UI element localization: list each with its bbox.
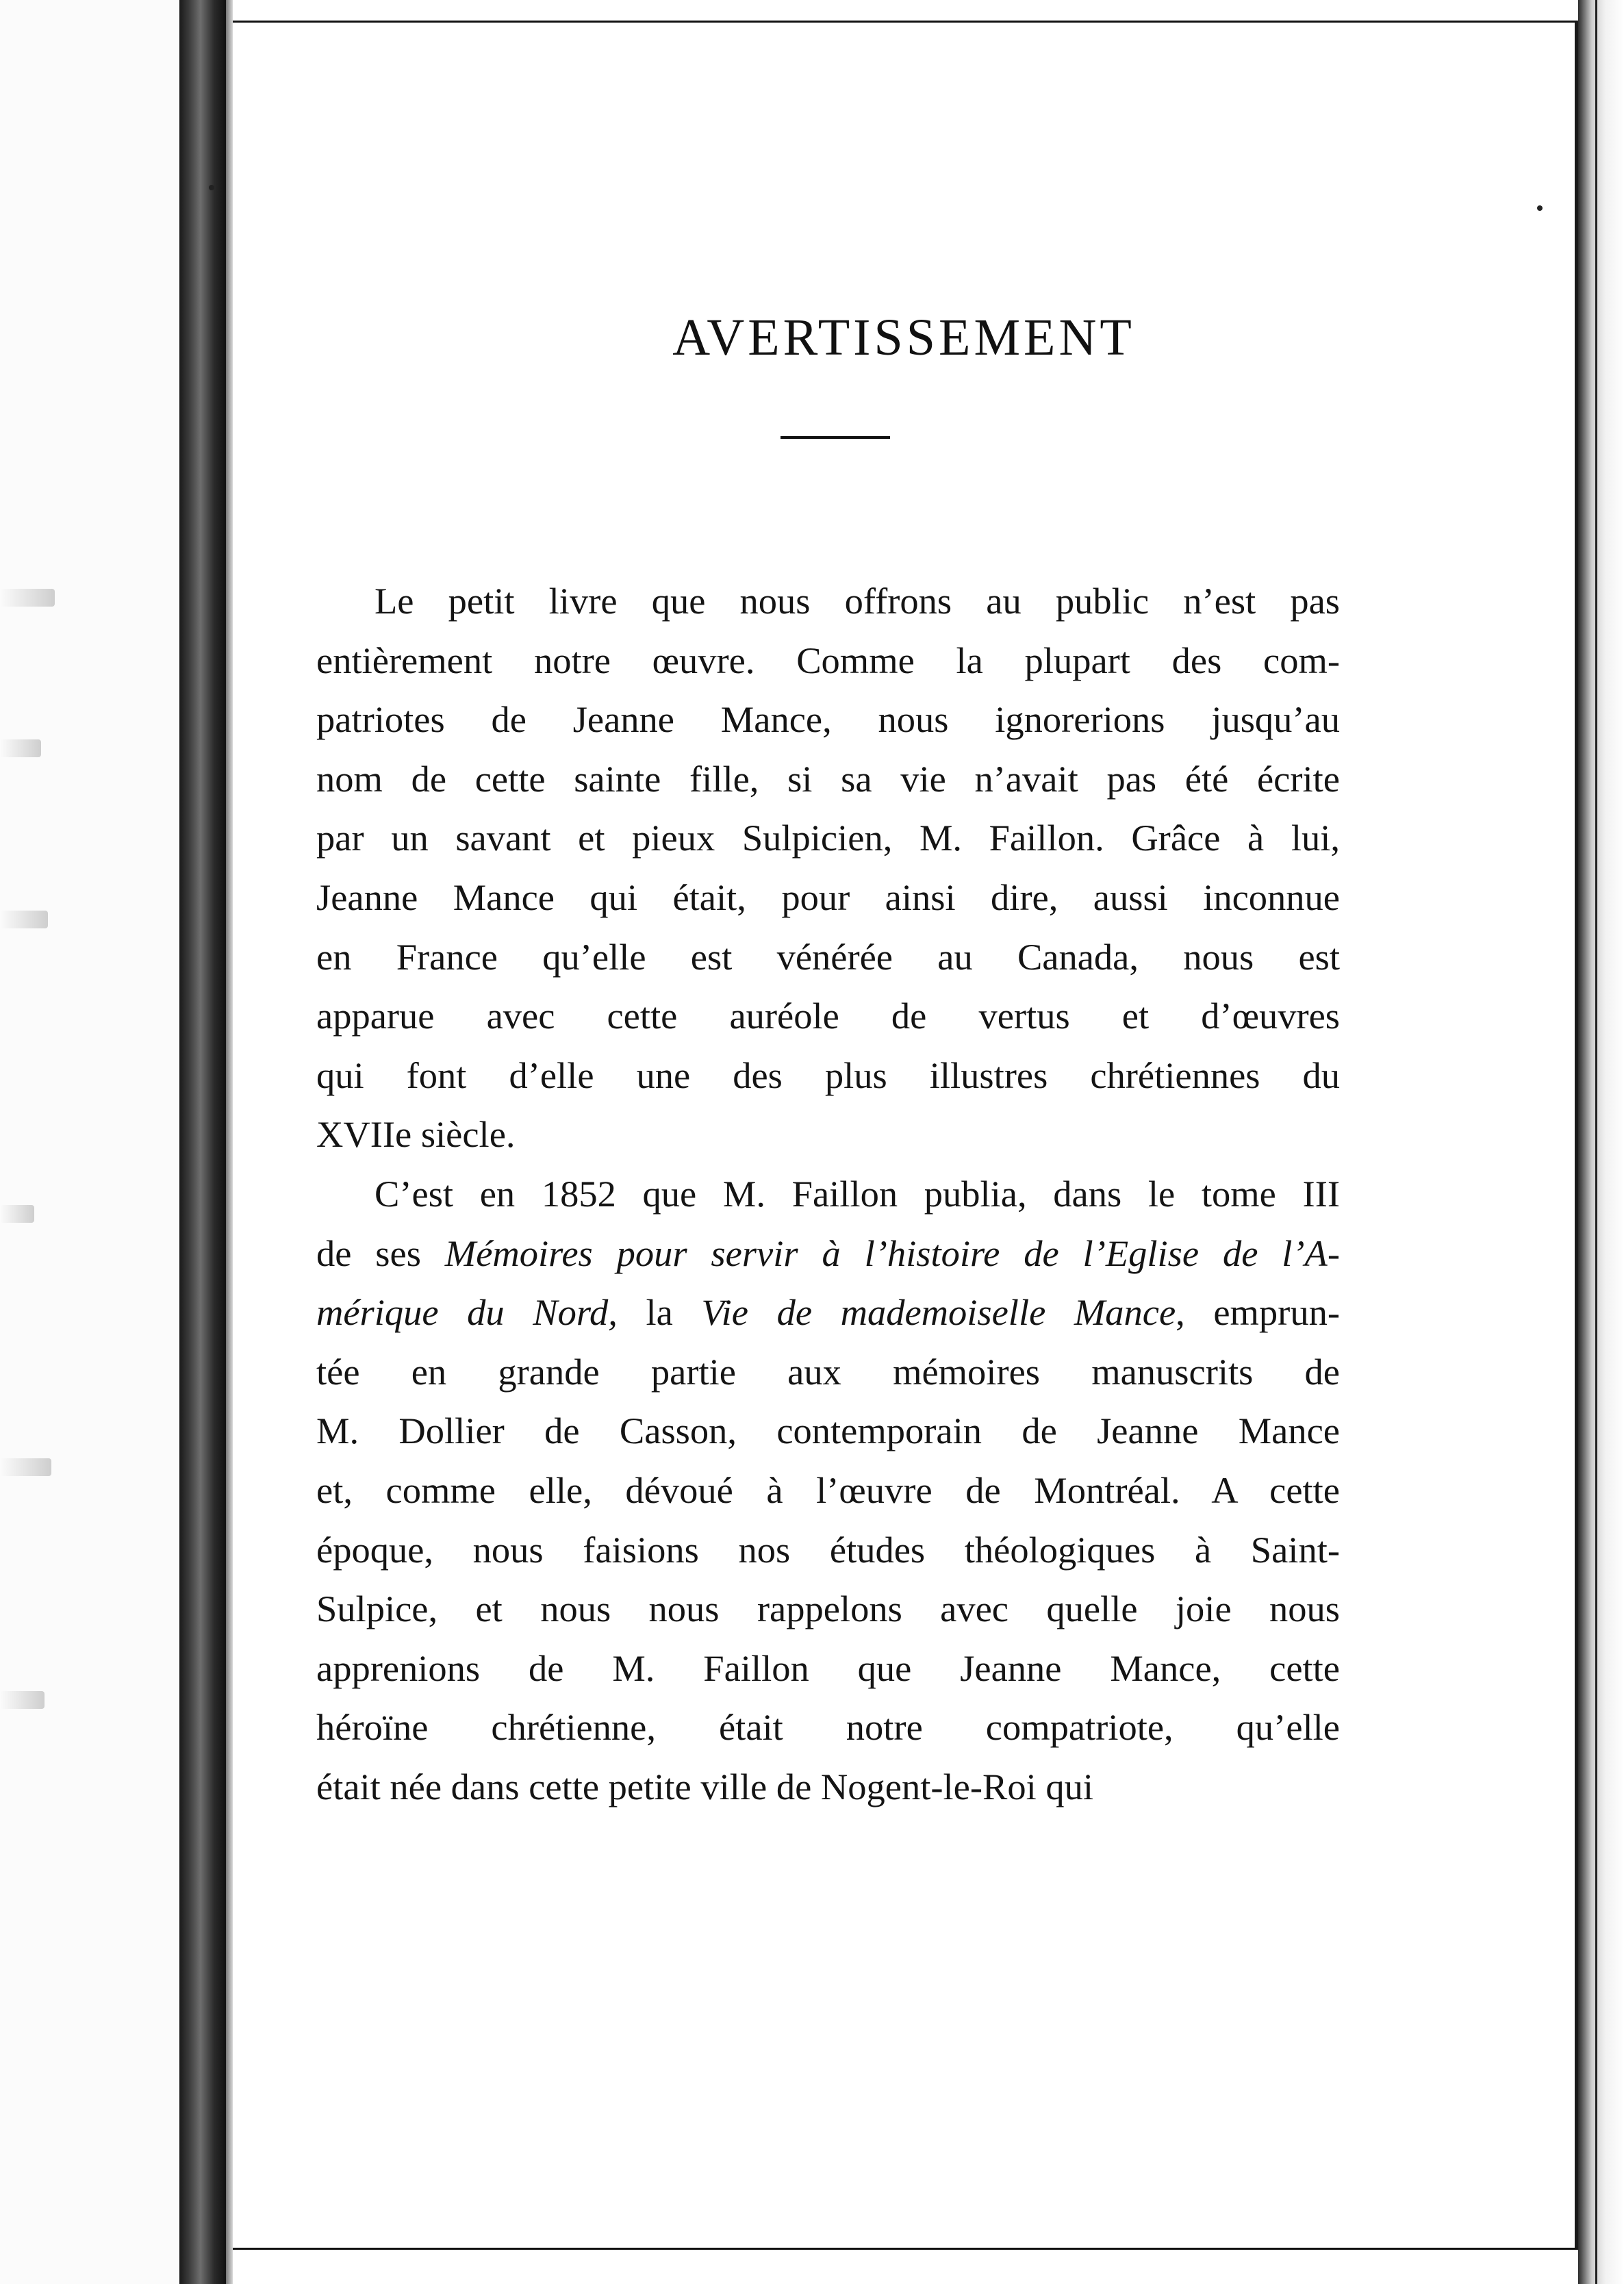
text-line xyxy=(316,1579,1340,1639)
text-run: par un savant et pieux Sulpicien, M. Faillon. Grâce à lui, xyxy=(316,817,1340,859)
text-run: en France qu’elle est vénérée au Canada, nous est xyxy=(316,935,1340,978)
dust-speck xyxy=(1537,205,1543,211)
text-run: entièrement notre œuvre. Comme la plupart des com- xyxy=(316,639,1340,681)
page-edge-line xyxy=(1595,0,1597,2284)
italic-text: Mémoires pour servir à l’histoire de l’Eglise de l’A- xyxy=(444,1232,1340,1274)
text-run: Sulpice, et nous nous rappelons avec quelle joie nous xyxy=(316,1588,1340,1630)
text-line xyxy=(316,987,1340,1046)
text-run: la xyxy=(617,1291,702,1334)
facing-page-edge xyxy=(0,0,179,2284)
text-line xyxy=(316,809,1340,868)
italic-text: Vie de mademoiselle Mance xyxy=(701,1291,1176,1334)
bleed-through-mark xyxy=(0,1691,45,1709)
text-line xyxy=(316,1639,1340,1699)
text-run: était née dans cette petite ville de Nogent-le-Roi qui xyxy=(316,1765,1093,1807)
text-run: qui font d’elle une des plus illustres chrétiennes du xyxy=(316,1054,1340,1096)
text-run: apparue avec cette auréole de vertus et d’œuvres xyxy=(316,995,1340,1037)
bleed-through-mark xyxy=(0,911,48,928)
text-line xyxy=(316,868,1340,928)
text-run: apprenions de M. Faillon que Jeanne Mance, cette xyxy=(316,1647,1340,1689)
text-run: et, comme elle, dévoué à l’œuvre de Montréal. A cette xyxy=(316,1469,1340,1511)
text-run: , emprun- xyxy=(1176,1291,1340,1334)
text-run: patriotes de Jeanne Mance, nous ignorerions jusqu’au xyxy=(316,698,1340,741)
text-run: nom de cette sainte fille, si sa vie n’avait pas été écrite xyxy=(316,757,1340,800)
text-line xyxy=(316,928,1340,987)
text-run: époque, nous faisions nos études théologiques à Saint- xyxy=(316,1528,1340,1571)
text-line xyxy=(316,1046,1340,1106)
text-line xyxy=(316,1698,1340,1758)
text-line xyxy=(316,1224,1340,1284)
heading-rule xyxy=(781,436,890,439)
text-line xyxy=(316,1758,1340,1817)
bleed-through-mark xyxy=(0,739,41,757)
text-line xyxy=(316,1461,1340,1521)
italic-text: mérique du Nord, xyxy=(316,1291,618,1334)
text-run: Le petit livre que nous offrons au public n’est pas xyxy=(375,580,1340,622)
text-run: C’est en 1852 que M. Faillon publia, dans le tome III xyxy=(375,1172,1340,1215)
body-text xyxy=(316,572,1340,1816)
text-line xyxy=(316,1521,1340,1580)
bleed-through-mark xyxy=(0,1458,51,1476)
book-spine xyxy=(179,0,226,2284)
text-run: Jeanne Mance qui était, pour ainsi dire, aussi inconnue xyxy=(316,876,1340,918)
text-line xyxy=(316,631,1340,691)
page-edge-right xyxy=(1578,0,1624,2284)
dust-speck xyxy=(209,185,214,190)
text-line xyxy=(316,1105,1340,1165)
page-heading: AVERTISSEMENT xyxy=(672,309,1135,366)
text-line xyxy=(316,1283,1340,1343)
spine-edge xyxy=(226,0,233,2284)
text-line xyxy=(316,1343,1340,1402)
text-line xyxy=(316,750,1340,809)
bleed-through-mark xyxy=(0,1205,34,1223)
text-line xyxy=(316,690,1340,750)
text-run: M. Dollier de Casson, contemporain de Jeanne Mance xyxy=(316,1410,1340,1452)
text-line xyxy=(316,1401,1340,1461)
text-run: de ses xyxy=(316,1232,445,1274)
bleed-through-mark xyxy=(0,589,55,607)
text-line xyxy=(316,572,1340,631)
text-line xyxy=(316,1165,1340,1224)
text-run: XVIIe siècle. xyxy=(316,1113,516,1156)
text-run: héroïne chrétienne, était notre compatriote, qu’elle xyxy=(316,1706,1340,1749)
text-run: tée en grande partie aux mémoires manuscrits de xyxy=(316,1350,1340,1393)
